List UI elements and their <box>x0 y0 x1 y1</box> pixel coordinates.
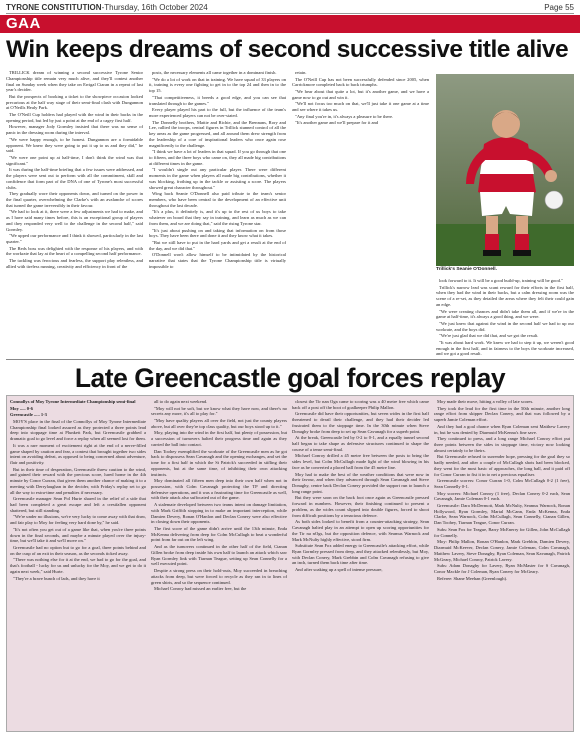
paragraph: They gradually wore their opponents down, and turned on the power in the final quarter, overwhelming the Clarke's with an avalanche of scores that turned the game irreversibly in their favour. <box>6 191 143 208</box>
paragraph: "We do a lot of work on that in training. We have squad of 33 players on it, training is every one fighting to get in to the top 24 and then in to the top 15. <box>149 76 286 94</box>
paragraph: The Reds boss was delighted with the response of his players, and with the workrate that lay at the heart of a compelling second half performance. <box>6 245 143 257</box>
paragraph: "It's not often you get out of a game like that, when you're three points down in the final seconds, and maybe a minute played over the injury-time, but we'll take it and we'll move on." <box>10 526 146 544</box>
article2-column-4 <box>434 399 570 729</box>
paragraph: A stalemate developed between two teams intent on damage limitation, with Mark Griffith stopping in to make an important interception, while Damien Devery, Ronan O'Hanlon and Declan Conery were also effective in closing down their opponents. <box>151 502 287 525</box>
paragraph: "I think we have a lot of leaders in that squad. If you go through that one to fifteen, and the three boys who came on, they all made big contributions at different times in the game. <box>149 149 286 166</box>
paragraph: Substitute Sean Fox added energy to Greencastle's attacking effort, while Ryan Gormley pressed from deep, and they attacked relentlessly, but Moy, with Declan Conery, Mark Grebbin and Colm Cavanagh refusing to give an inch, turned them back time after time. <box>292 543 429 566</box>
paragraph: "We just knew that against the wind in the second half we had to up our workrate, and the boys did. <box>436 320 574 332</box>
paragraph: "Moy have quality players all over the field, not just the county players above, but all over they're top class quality, but our boys stood up to it." <box>151 418 287 429</box>
paragraph: "But we still have to put in the hard yards and get a result at the end of the day, and we did that." <box>149 239 286 251</box>
article2-column-1 <box>10 399 146 729</box>
paragraph: Subs: Sean Fox for Teague, Barry McEnerry for Gillen, John McCullagh for Connelly. <box>434 526 570 538</box>
paragraph: closest the Tir nan Oga came to scoring was a 40 metre free which came back off a post off the boot of goalkeeper Philip Mallon. <box>292 399 429 410</box>
player-photo <box>436 74 574 266</box>
paragraph: O'Donnell won't allow himself to be intimidated by the historical narrative that states that the Tyrone Championship title is virtually impossible to <box>149 252 286 269</box>
paragraph: It was during the half-time briefing that a few issues were addressed, and the players were sent out to perform with all the commitment, skill and confidence that form part of the DNA of one of Tyrone's most successful clubs. <box>6 167 143 190</box>
paragraph: "We were happy enough, to be honest. Dungannon are a formidable opponent. We knew they were going to put it up to us and they did," he said. <box>6 136 143 154</box>
paragraph: Greencastle scorers: Conor Curran 1-0, Colm McCullagh 0-2 (1 free), Sean Connelly 0-1. <box>434 478 570 489</box>
paragraph: And after soaking up a spell of intense pressure, <box>295 567 383 573</box>
paragraph: Michael Conroy drilled a 45 metre free between the posts to bring the sides level, but Colm McCullagh made light of the wind blowing in his face as he converted a placed ball from the 45 metre line. <box>292 453 429 470</box>
paragraph: posts, the necessary elements all came together in a dominant finish. <box>152 70 277 75</box>
paragraph: "Moy will not be soft, but we know what they have now, and there's no secrets any more, it's all to play for." <box>151 405 287 417</box>
paragraph: It was a rare moment of excitement right at the end of a nerve-filled game shaped by caution and fear, a contest that brought together two sides intent on avoiding defeat, as opposed to being concerned about adventure, flair and positivity. <box>10 442 146 466</box>
paragraph: At the break, Greencastle led by 0-2 to 0-1, and a equally tunnel second half began to take shape as defensive structures continued to shape the course of a tense semi-final. <box>292 435 429 452</box>
paragraph: But Greencastle refused to surrender hope, pressing for the goal they so badly needed, and after a couple of McCullagh shots had been blocked, they went for the most basic of approaches, the long ball, and it paid off for Conor Curran to fist it in to net a precious equaliser. <box>434 454 570 477</box>
paragraph: Trillick's narrow lead was scant reward for their efforts in the first half, when they had the wind in their backs, but a calm dressing room was the scene of a re-set, as they detailed the areas where they felt their could gain an edge. <box>436 284 574 307</box>
article2-column-2 <box>151 399 287 729</box>
paragraph: The O'Neill Cup has not been successfully defended since 2005, when Carrickmore completed back to back triumphs. <box>292 76 429 88</box>
paragraph: Dan Toohey exemplified the workrate of the Greencastle men as he got back to dispossess Sean Cavanagh and the opening exchanges, and set the tone for a first half in which the St Patrick's succeeded in stifling their opponents, but at the same time, of inhibiting their own attacking instincts. <box>151 448 287 477</box>
paragraph: Referee: Shane Meehan (Greenlough). <box>437 575 508 581</box>
paragraph: The first score of the game didn't arrive until the 13th minute, Enda McKenna delivering from deep for Colm McCullagh to beat a wonderful point from far out on the left wing. <box>151 525 287 543</box>
paragraph: Greencastle: Dara McDermott, Mark McNulty, Seamus Warnock, Ronan Hollywood, Ryan Gormley, Martal McCann, Enda McKenna, Enda Clarke, Sean Warnock, Colm McCullagh, Sean Connelly, Cianan Gillen, Dan Toohey, Tiarnan Teague, Conor Curran. <box>434 502 570 526</box>
paragraph: But they were soon on the back foot once again as Greencastle pressed forward in numbers. However, their finishing continued to present a problem, as the wides count slipped into double figures, forced to shoot from difficult positions by a tenacious defence. <box>292 495 429 518</box>
paragraph: "We were one point up at half-time, I don't think the wind was that significant." <box>6 154 143 166</box>
photo-caption: Trillick's Seanie O'Donnell. <box>436 267 497 272</box>
paragraph: Subs: Adam Donaghy for Lavery, Ryan McMaster for S Cavanagh, Conor Mackle for J Coleman, Ryan Conery for McGeary. <box>434 563 570 574</box>
paragraph: "It's another game and we'll prepare for it and <box>295 120 379 126</box>
paragraph: "We had to look at it, there were a few adjustments we had to make, and as I have said many times before, this is an exceptional group of players and they responded very well to the challenge in the second half," said Gormley. <box>6 209 143 232</box>
paragraph: "It's a plus, it definitely is, and it's up to the rest of us boys to take whatever on board that they say in training, and learn as much as we can from them, and we are doing that," said the rising Tyrone star. <box>149 209 286 226</box>
newspaper-title: TYRONE CONSTITUTION <box>6 3 102 12</box>
paragraph: And they had a goal chance when Ryan Coleman sent Matthew Lavery in, but he was denied by Diarmuid McKenna's fine save. <box>434 423 570 435</box>
paragraph: Moy made their move, hitting a volley of late scores. <box>437 399 534 404</box>
player-photo-image <box>436 74 574 266</box>
paragraph: As both sides looked to benefit from a counter-attacking strategy, Sean Cavanagh halted play in an attempt to open up scoring opportunities for the Tir na nOgs, but the opposition defence, with Seamus Warnock and Mark McNulty highly effective, stood firm. <box>292 519 429 542</box>
paragraph: Greencastle had no option but to go for a goal, three points behind and on the cusp of an exit in their season, as the seconds ticked away. <box>10 545 146 556</box>
page-number: Page 55 <box>544 3 574 12</box>
paragraph: Moy, playing into the wind in the first half, but plenty of possession, but a succession of turnovers halted their progress time and again as they carried the ball into contact. <box>151 430 287 447</box>
section-label: GAA <box>6 15 41 32</box>
paragraph: And as the turnovers continued in the other half of the field, Cianan Gillen broke from deep inside his own half to launch an attack which saw Ryan Gormley link with Tiarnan Teague, setting up Sean Connelly for a well executed point. <box>151 544 287 567</box>
paragraph: "We'll not focus too much on that, we'll just take it one game at a time and see where it takes us. <box>292 101 429 113</box>
paragraph: Connollys of Moy Tyrone Intermediate Championship semi-final <box>10 399 136 404</box>
paragraph: Greencastle manager Sean Pol Hurte shared in the relief of a side that had been completed a great escape and left a crestfallen opponent shattered, but still standing. <box>10 496 146 513</box>
article2-column-3 <box>292 399 429 729</box>
paragraph: Michael Conroy had missed an earlier free, but the <box>154 586 247 592</box>
section-bar <box>0 15 580 33</box>
paragraph: "It's just about pushing on and taking that information on from those boys. They have been there and done it and they know what it takes. <box>149 227 286 239</box>
paragraph: Moy scorers: Michael Conroy (1 free), Declan Conery 0-2 each, Sean Cavanagh, Jamie Coleman 0-1 each. <box>434 490 570 502</box>
paragraph: However, manager Jody Gormley insisted that there was no sense of panic in the dressing room during the interval. <box>6 124 143 136</box>
paragraph: Greencastle did have their opportunities, but seven wides in the first half threatened to derail their challenge, and they had their decider led frustrated them to the stoppage time. In the 30th minute when Steve Donaghy broke from deep to set up Sean Cavanagh for a superb point. <box>292 411 429 434</box>
paragraph: Moy dominated all fifteen men deep into their own half when not in possession, with Colm Cavanagh protecting the TP and directing defensive operations, and it was a frustrating time for Greencastle as well, with their attack also suffocated out of the game. <box>151 478 287 501</box>
paragraph: retain. <box>295 70 307 75</box>
paragraph: The tackling was ferocious and fearless, the support play relentless, and allied with tireless running, creativity and efficiency in front of the <box>6 258 143 269</box>
paragraph: Moy: Philip Mallon, Ronan O'Hanlon, Mark Grebbin, Damien Devery, Diarmuid McKeever, Declan Conery, Jamie Coleman, Colm Cavanagh, Matthew Lavery, Steve Donaghy, Ryan Coleman, Sean Kavanagh, Patrick McGeary, Michael Conroy, Patrick Lavery. <box>434 539 570 562</box>
paragraph: The Donnelly brothers, Mattie and Richie, and the Brennans, Rory and Lee, rallied the troops, central figures in Trillick stunned control of all the key areas as the game progressed, and all around them drew strength from the leadership of a core of inspirational leaders who once again rose magnificently to the challenge. <box>149 119 286 148</box>
paragraph: "It was about hard work. We knew we had to step it up, we weren't good enough in the first half, and in fairness to the boys the workrate increased, and we got a good result. <box>436 339 574 357</box>
paragraph: Despite a strong press on their hold-outs, Moy succeeded in breaching attacks from deep, but were forced to recycle as they ran in to lines of green shirts, and so the sequence continued. <box>151 568 287 585</box>
article1-column-2 <box>149 70 286 357</box>
paragraph: "Any final you're in, it's always a pleasure to be there. <box>295 113 394 119</box>
article1-column-1 <box>6 70 143 357</box>
paragraph: "We're under no illusions, we're very lucky to come away with that draw, and fair play to Moy for feeling very hard done by," he said. <box>10 514 146 526</box>
paragraph: They continued to press, and a long range Michael Conroy effort put three points between the sides in stoppage time, victory now looking almost certainly to be theirs. <box>434 436 570 453</box>
paragraph: "We're just glad that we did that, and we got the result. <box>439 333 539 339</box>
running-head-left <box>6 3 208 12</box>
paragraph: Moy ..... 0-6 <box>10 405 33 411</box>
article1-headline: Win keeps dreams of second successive title alive <box>6 36 569 63</box>
article1-column-3 <box>292 70 429 357</box>
paragraph: "We were creating chances and didn't take them all, and if we're in the game at half-time, it's always a good thing, and we were. <box>436 308 574 320</box>
paragraph: The O'Neill Cup holders had played with the wind in their backs in the opening period, but led by just a point at the end of a cagey first half. <box>6 112 143 123</box>
paragraph: "We hear about that quite a lot, but it's another game, and we have a game now to go out and win it. <box>292 89 429 100</box>
paragraph: Wing back Seanie O'Donnell also paid tribute to the team's senior members, who have been central to the development of an effective unit throughout the last decade. <box>149 191 286 208</box>
paragraph: "That competitiveness, it breeds a good edge, and you can see that translated through to the games." <box>149 94 286 106</box>
paragraph: "I wouldn't single out any particular player. There were different moments in the game when players all made big contributions, whether it was blocking, frothing up in the tackle or assisting a score. The players showed great character throughout." <box>149 167 286 190</box>
paragraph: "There was nothing else for it at the end, we had to go for the goal, and that's football - lucky for us and unlucky for the Moy, and we get to do it again next week," said Hurte. <box>10 557 146 574</box>
paragraph: Every player played his part to the full, but the influence of the team's more experienced players can not be over-stated. <box>149 107 286 118</box>
paragraph: MOY'S place in the final of the Connollys of Moy Tyrone Intermediate Championship final looked assured as they protected a three points lead deep into stoppage time at Plunkett Park, but Greencastle grabbed a dramatic goal to go level and force a replay when all seemed lost for them. <box>10 418 146 442</box>
paragraph: TRILLICK dream of winning a second successive Tyrone Senior Championship title remain very much alive, and they'll contest another final on Sunday week when they take on Errigal Ciaran in a repeat of last year's decider. <box>6 70 143 93</box>
paragraph: "We upped our performance and I think it showed, particularly in the last quarter." <box>6 233 143 245</box>
paragraph: But the prospects of booking a ticket to the showpiece occasion looked precarious at the half way stage of their semi-final clash with Dungannon at O'Neills Healy Park. <box>6 93 143 111</box>
section-divider <box>6 359 574 360</box>
paragraph: "They're a brave bunch of lads, and they have it <box>13 575 100 581</box>
paragraph: look forward to it. It will be a good build-up, training will be good." <box>439 278 563 283</box>
paragraph: Moy had to make the best of the weather conditions that were now in their favour, and when they advanced through Sean Cavanagh and Steve Donaghy, centre back Declan Conery provided the support run to launch a long range point. <box>292 471 429 494</box>
paragraph: But in their time of desperation, Greencastle threw caution to the wind, and gained their reward with the precious score, lured home in the 4th minute by Conor Curran, that given them another chance of making it to a meeting with Derrylaughan in the decider, with Friday's replay set to go all the way to extra-time and penalties if necessary. <box>10 466 146 495</box>
paragraph: all to do again next weekend. <box>154 399 208 404</box>
article2-headline: Late Greencastle goal forces replay <box>74 363 506 393</box>
article1-column-4 <box>436 278 574 357</box>
running-head <box>6 2 574 14</box>
paragraph: They took the lead for the first time in the 50th minute, another long range effort from skipper Declan Conery, and that was followed by a superb Jamie Coleman effort. <box>434 405 570 423</box>
issue-date: -Thursday, 16th October 2024 <box>101 3 208 12</box>
paragraph: Greencastle ..... 1-3 <box>10 412 47 418</box>
